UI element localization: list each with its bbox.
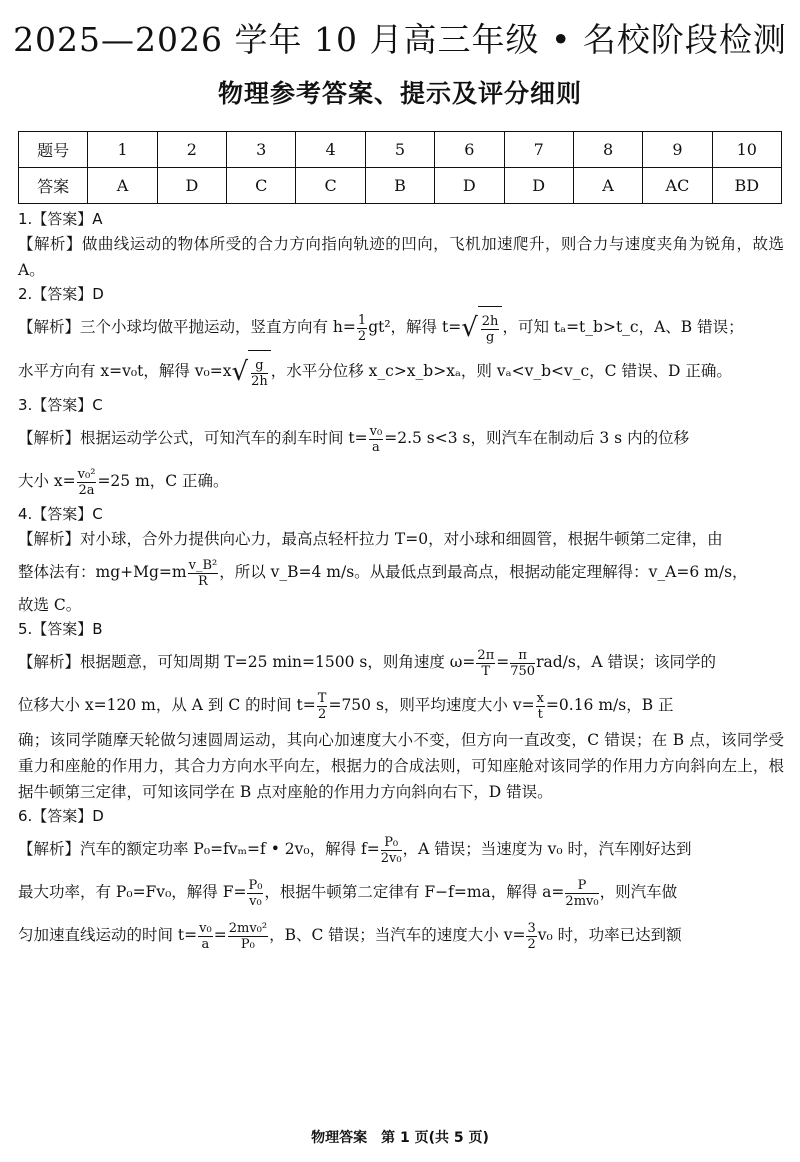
radicand (248, 350, 271, 394)
fraction (510, 648, 535, 679)
fraction (188, 558, 219, 589)
denominator: 2a (78, 482, 95, 498)
fraction (251, 358, 268, 389)
text-run: ，可知 tₐ=t_b>t_c，A、B 错误； (502, 318, 744, 336)
fraction (247, 878, 263, 909)
q4-line-1: 【解析】对小球，合外力提供向心力，最高点轻杆拉力 T=0，对小球和细圆管，根据牛顿第二定律，由 (18, 530, 723, 548)
table-cell: D (504, 168, 573, 204)
table-cell: A (573, 168, 642, 204)
q3-line-2 (18, 460, 784, 503)
q5-answer: 5.【答案】B (18, 620, 103, 638)
answer-table-answer-row (19, 168, 782, 204)
denominator: 750 (510, 663, 536, 679)
numerator: 1 (357, 312, 367, 328)
text-run: 位移大小 x=120 m，从 A 到 C 的时间 t= (18, 696, 316, 714)
denominator: a (372, 439, 380, 455)
denominator: 2v₀ (380, 850, 402, 866)
denominator: 2mv₀ (565, 893, 599, 909)
numerator: P₀ (381, 835, 402, 851)
fraction (77, 467, 97, 498)
numerator: v₀ (369, 423, 383, 439)
text-run: ，所以 v_B=4 m/s。从最低点到最高点，根据动能定理解得：v_A=6 m/s， (219, 563, 748, 581)
page-title: 2025—2026 学年 10 月高三年级 • 名校阶段检测 (13, 20, 787, 59)
numerator: v_B² (188, 557, 218, 573)
fraction (565, 878, 598, 909)
q5-line-1 (18, 641, 784, 684)
q6-line-2 (18, 871, 784, 914)
denominator: a (201, 936, 210, 952)
q3-line-1 (18, 417, 784, 460)
answer-table (18, 131, 782, 204)
table-cell: 4 (296, 132, 365, 168)
denominator: P₀ (240, 936, 255, 952)
q2-line-1 (18, 306, 784, 350)
page-subtitle: 物理参考答案、提示及评分细则 (217, 79, 582, 108)
solutions-body (18, 208, 784, 957)
table-cell: 2 (157, 132, 226, 168)
text-run: v₀ 时，功率已达到额 (537, 926, 682, 944)
numerator: x (536, 690, 544, 706)
q3-answer: 3.【答案】C (18, 396, 103, 414)
radical-sign: √ (461, 313, 478, 343)
fraction (369, 424, 384, 455)
numerator: 2π (477, 647, 495, 663)
fraction (198, 921, 213, 952)
text-run: 【解析】汽车的额定功率 P₀=fvₘ=f • 2v₀，解得 f= (18, 840, 380, 858)
text-run: 【解析】根据运动学公式，可知汽车的刹车时间 t= (18, 429, 368, 447)
q4-analysis (18, 526, 784, 618)
q6-line-3 (18, 914, 784, 957)
text-run: =25 m，C 正确。 (97, 472, 229, 490)
answer-table-number-row (19, 132, 782, 168)
numerator: v₀ (199, 920, 212, 936)
text-run: 水平方向有 x=v₀t，解得 v₀=x (18, 362, 232, 380)
fraction (317, 691, 328, 722)
text-run: ，水平分位移 x_c>x_b>xₐ，则 vₐ<v_b<v_c，C 错误、D 正确。 (270, 362, 732, 380)
text-run: = (496, 653, 510, 671)
q5-line-2 (18, 684, 784, 727)
denominator: T (481, 663, 491, 679)
numerator: T (317, 690, 327, 706)
text-run: 【解析】根据题意，可知周期 T=25 min=1500 s，则角速度 ω= (18, 653, 476, 671)
table-cell: BD (712, 168, 781, 204)
table-cell: 8 (573, 132, 642, 168)
q1-analysis: 【解析】做曲线运动的物体所受的合力方向指向轨迹的凹向，飞机加速爬升，则合力与速度夹角为锐角，故选 A。 (18, 235, 784, 279)
radical-sign: √ (231, 357, 249, 387)
fraction (476, 648, 495, 679)
page-footer: 物理答案 第 1 页(共 5 页) (311, 1130, 489, 1146)
denominator: t (537, 706, 543, 722)
q5-line-3: 确；该同学随摩天轮做匀速圆周运动，其向心加速度大小不变，但方向一直改变，C 错误；在 B 点，该同学受重力和座舱的作用力，其合力方向水平向左，根据力的合成法则，可知座舱对该同学的作用力方向斜向左上，根据牛顿第三定律，可知该同学在 B 点对座舱的作用力方向斜向右下，D 错误。 (18, 731, 784, 801)
denominator: 2 (357, 328, 367, 344)
table-cell: C (227, 168, 296, 204)
table-cell: 3 (227, 132, 296, 168)
text-run: 匀加速直线运动的时间 t= (18, 926, 198, 944)
fraction (481, 314, 500, 345)
denominator: R (198, 573, 208, 589)
row-label-answer: 答案 (19, 168, 88, 204)
radicand (478, 306, 503, 350)
table-cell: B (365, 168, 434, 204)
numerator: g (251, 358, 268, 374)
text-run: =750 s，则平均速度大小 v= (328, 696, 535, 714)
fraction (526, 921, 536, 952)
numerator: 2mv₀² (228, 920, 268, 936)
q2-line-2 (18, 350, 784, 394)
numerator: 3 (527, 920, 536, 936)
table-cell: 1 (88, 132, 157, 168)
q1-answer: 1.【答案】A (18, 210, 103, 228)
row-label-number: 题号 (19, 132, 88, 168)
fraction (357, 313, 367, 344)
table-cell: D (435, 168, 504, 204)
fraction (536, 691, 545, 722)
q5-analysis (18, 641, 784, 805)
q4-answer: 4.【答案】C (18, 505, 103, 523)
numerator: v₀² (77, 466, 96, 482)
q4-line-2 (18, 552, 784, 592)
table-cell: C (296, 168, 365, 204)
table-cell: 10 (712, 132, 781, 168)
table-cell: 7 (504, 132, 573, 168)
numerator: P₀ (248, 877, 263, 893)
text-run: 【解析】三个小球均做平抛运动，竖直方向有 h= (18, 318, 356, 336)
text-run: 整体法有：mg+Mg=m (18, 563, 187, 581)
text-run: rad/s，A 错误；该同学的 (536, 653, 716, 671)
text-run: 最大功率，有 P₀=Fv₀，解得 F= (18, 883, 247, 901)
table-cell: D (157, 168, 226, 204)
denominator: 2 (317, 706, 327, 722)
numerator: P (565, 878, 598, 894)
table-cell: A (88, 168, 157, 204)
numerator: 2h (481, 313, 499, 329)
sqrt (461, 306, 502, 350)
q2-analysis (18, 306, 784, 394)
denominator: 2h (251, 373, 268, 389)
text-run: 大小 x= (18, 472, 76, 490)
q6-analysis (18, 828, 784, 957)
table-cell: 9 (643, 132, 712, 168)
denominator: v₀ (249, 893, 262, 909)
q2-answer: 2.【答案】D (18, 285, 104, 303)
text-run: ，则汽车做 (599, 883, 678, 901)
text-run: =2.5 s<3 s，则汽车在制动后 3 s 内的位移 (384, 429, 690, 447)
q3-analysis (18, 417, 784, 503)
fraction (228, 921, 268, 952)
q6-answer: 6.【答案】D (18, 807, 104, 825)
table-cell: 5 (365, 132, 434, 168)
text-run: = (213, 926, 227, 944)
q4-line-3: 故选 C。 (18, 596, 82, 614)
text-run: =0.16 m/s，B 正 (545, 696, 674, 714)
q6-line-1 (18, 828, 784, 871)
text-run: ，A 错误；当速度为 v₀ 时，汽车刚好达到 (402, 840, 692, 858)
denominator: 2 (527, 936, 536, 952)
numerator: π (510, 648, 535, 664)
fraction (381, 835, 402, 866)
sqrt (231, 350, 270, 394)
table-cell: AC (643, 168, 712, 204)
text-run: ，B、C 错误；当汽车的速度大小 v= (269, 926, 526, 944)
denominator: g (485, 329, 495, 345)
table-cell: 6 (435, 132, 504, 168)
text-run: gt²，解得 t= (368, 318, 462, 336)
text-run: ，根据牛顿第二定律有 F−f=ma，解得 a= (264, 883, 565, 901)
